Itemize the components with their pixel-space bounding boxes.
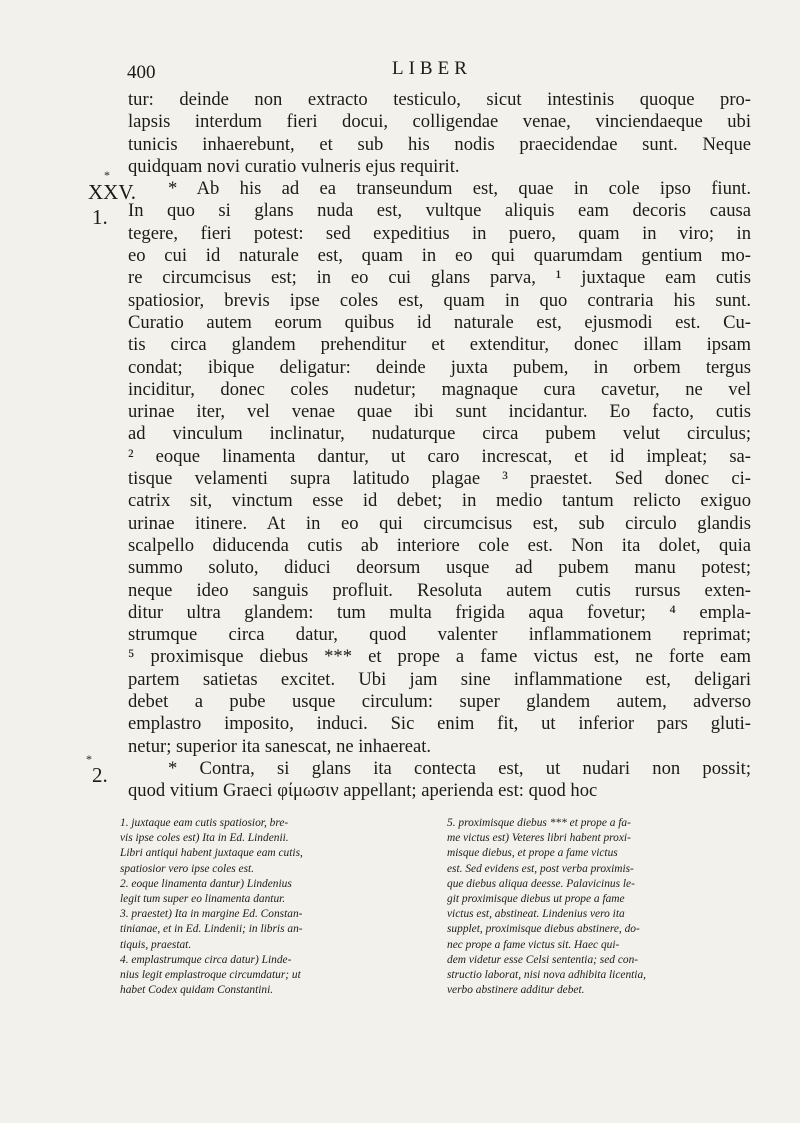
footnote-line: nius legit emplastroque circumdatur; ut [120, 969, 301, 982]
text-line: neque ideo sanguis profluit. Resoluta autem cutis rursus exten- [128, 579, 751, 601]
text-line: inciditur, donec coles nudetur; magnaque cura cavetur, ne vel [128, 378, 751, 400]
text-line: netur; superior ita sanescat, ne inhaereat. [128, 735, 432, 757]
page-number: 400 [127, 62, 156, 83]
text-line: summo soluto, diduci deorsum usque ad pubem manu potest; [128, 557, 751, 579]
main-text [128, 89, 751, 803]
footnote-line: nec prope a fame victus sit. Haec qui- [447, 938, 620, 951]
footnote-line: supplet, proximisque diebus abstinere, do- [447, 923, 640, 936]
footnote-line: tiquis, praestat. [120, 938, 192, 951]
text-line: eo cui id naturale est, quam in eo qui quarumdam gentium mo- [128, 245, 751, 267]
text-line: scalpello diducenda cutis ab interiore cole est. Non ita dolet, quia [128, 534, 751, 556]
section-number-1: 1. [92, 205, 108, 229]
text-line: In quo si glans nuda est, vultque aliquis eam decoris causa [128, 200, 751, 222]
footnote-line: que diebus aliqua deesse. Palavicinus le- [447, 877, 635, 890]
text-line: strumque circa datur, quod valenter inflammationem reprimat; [128, 624, 751, 646]
footnote-line: 1. juxtaque eam cutis spatiosior, bre- [120, 817, 289, 829]
text-line: * Contra, si glans ita contecta est, ut nudari non possit; [168, 757, 751, 779]
footnote-line: est. Sed evidens est, post verba proximis- [447, 862, 634, 875]
text-line: tegere, fieri potest: sed expeditius in puero, quam in viro; in [128, 222, 751, 244]
running-title: LIBER [392, 58, 472, 79]
footnotes-right [447, 816, 753, 998]
footnote-line: spatiosior vero ipse coles est. [120, 862, 255, 875]
footnote-line: git proximisque diebus ut prope a fame [447, 893, 625, 906]
footnote-line: me victus est) Veteres libri habent proxi- [447, 832, 631, 845]
footnote-line: Libri antiqui habent juxtaque eam cutis, [120, 847, 303, 860]
footnote-line: legit tum super eo linamenta dantur. [120, 893, 286, 906]
margin-star-1: * [104, 168, 110, 182]
text-line: catrix sit, vinctum esse id debet; in medio tantum relicto exiguo [128, 490, 751, 512]
text-line: tis circa glandem prehenditur et extenditur, donec illam ipsam [128, 334, 751, 356]
footnote-line: misque diebus, et prope a fame victus [447, 847, 618, 860]
footnote-line: vis ipse coles est) Ita in Ed. Lindenii. [120, 832, 289, 845]
footnote-line: dem videtur esse Celsi sententia; sed con- [447, 953, 639, 966]
footnote-line: victus est, abstineat. Lindenius vero ita [447, 908, 625, 921]
text-line: tisque velamenti supra latitudo plagae ³ praestet. Sed donec ci- [128, 468, 751, 490]
footnote-line: 3. praestet) Ita in margine Ed. Constan- [120, 908, 303, 921]
text-line: partem satietas excitet. Ubi jam sine inflammatione est, deligari [128, 668, 751, 690]
text-line: * Ab his ad ea transeundum est, quae in cole ipso fiunt. [168, 178, 751, 200]
footnote-line: verbo abstinere additur debet. [447, 984, 585, 997]
text-line: urinae itinere. At in eo qui circumcisus est, sub circulo glandis [128, 512, 751, 534]
chapter-number: XXV. [88, 180, 137, 204]
text-line: re circumcisus est; in eo cui glans parva, ¹ juxtaque eam cutis [128, 267, 751, 289]
text-line: ⁵ proximisque diebus *** et prope a fame victus est, ne forte eam [128, 646, 751, 668]
footnote-line: tinianae, et in Ed. Lindenii; in libris an- [120, 923, 303, 936]
text-line: quod vitium Graeci φίμωσιν appellant; aperienda est: quod hoc [128, 780, 598, 802]
text-line: emplastro imposito, induci. Sic enim fit, ut inferior pars gluti- [128, 713, 751, 735]
footnote-line: 4. emplastrumque circa datur) Linde- [120, 953, 292, 966]
text-line: spatiosior, brevis ipse coles est, quam in quo contraria his sunt. [128, 289, 751, 311]
text-line: Curatio autem eorum quibus id naturale est, ejusmodi est. Cu- [128, 311, 751, 333]
text-line: ² eoque linamenta dantur, ut caro increscat, et id impleat; sa- [128, 445, 751, 467]
text-line: lapsis interdum fieri docui, colligendae venae, vinciendaeque ubi [128, 111, 751, 133]
text-line: quidquam novi curatio vulneris ejus requirit. [128, 155, 460, 177]
section-number-2: 2. [92, 763, 108, 787]
text-line: tur: deinde non extracto testiculo, sicut intestinis quoque pro- [128, 89, 751, 110]
footnote-line: habet Codex quidam Constantini. [120, 984, 274, 997]
footnotes-left [120, 816, 432, 998]
text-line: debet a pube usque circulum: super glandem autem, adverso [128, 691, 751, 713]
footnote-line: 5. proximisque diebus *** et prope a fa- [447, 817, 631, 829]
text-line: ad vinculum inclinatur, nudaturque circa pubem velut circulus; [128, 423, 751, 445]
footnote-line: structio laborat, nisi nova adhibita licentia, [447, 969, 647, 982]
footnote-line: 2. eoque linamenta dantur) Lindenius [120, 877, 292, 890]
margin-star-2: * [86, 752, 92, 766]
text-line: urinae iter, vel venae quae ibi sunt incidantur. Eo facto, cutis [128, 401, 751, 423]
text-line: ditur ultra glandem: tum multa frigida aqua fovetur; ⁴ empla- [128, 601, 751, 623]
text-line: tunicis inhaerebunt, et sub his nodis praecidendae sunt. Neque [128, 133, 751, 155]
text-line: condat; ibique deligatur: deinde juxta pubem, in orbem tergus [128, 356, 751, 378]
